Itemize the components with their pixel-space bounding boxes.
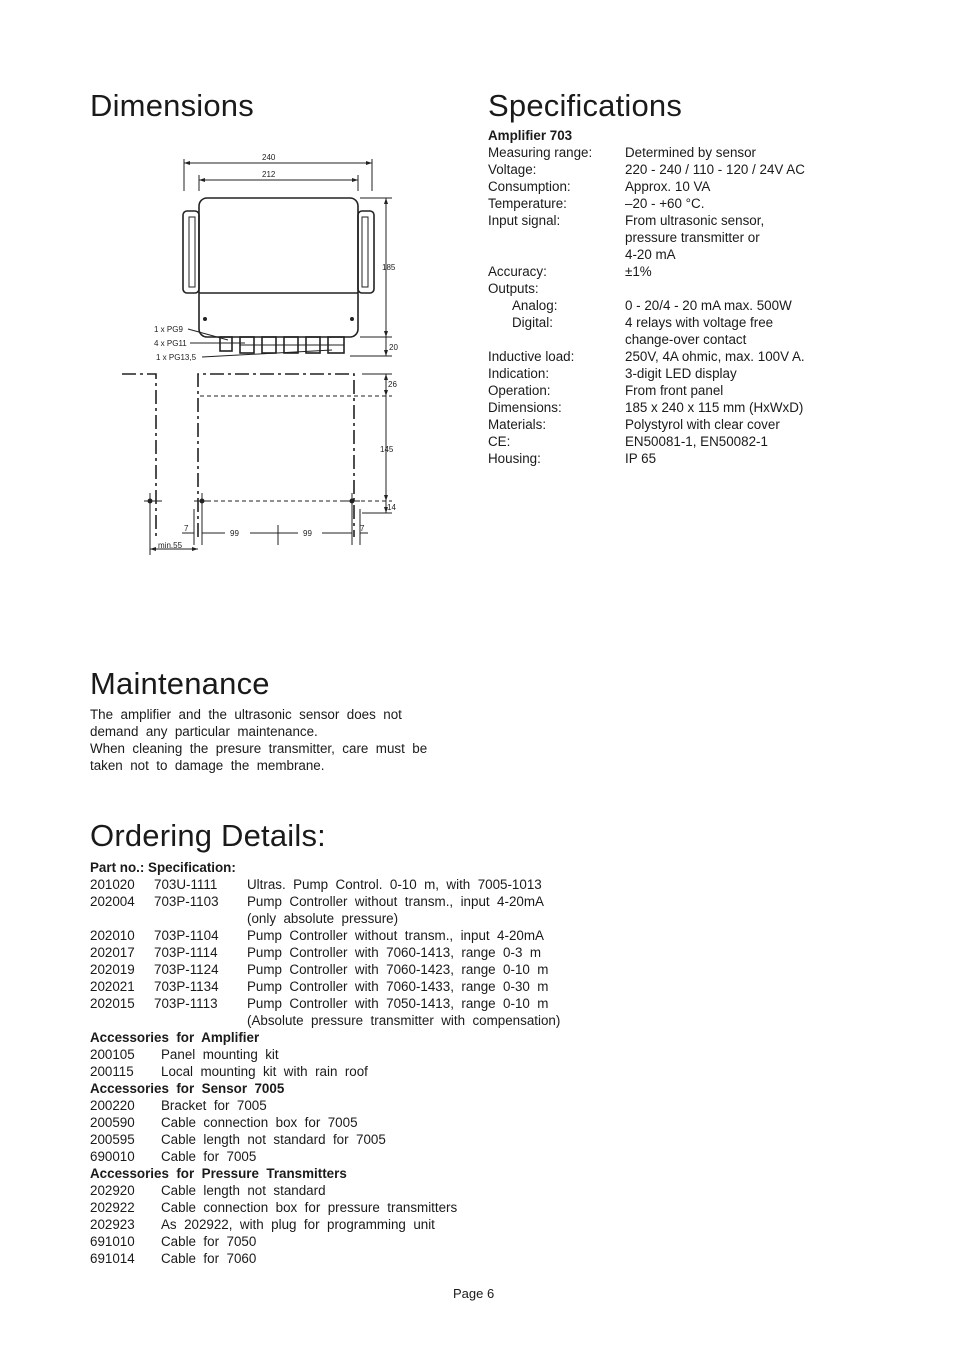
dim-20-label: 20 — [389, 343, 398, 352]
spec-label: Consumption: — [488, 179, 571, 194]
maintenance-line: The amplifier and the ultrasonic sensor does not — [90, 707, 402, 722]
spec-label: CE: — [488, 434, 511, 449]
part-row — [90, 893, 650, 910]
accessory-row — [90, 1148, 650, 1165]
page-number: Page 6 — [453, 1286, 495, 1301]
spec-label: Operation: — [488, 383, 551, 398]
part-row — [90, 927, 650, 944]
spec-row — [488, 229, 928, 246]
part-description: Pump Controller with 7050-1413, range 0-10 m — [247, 996, 549, 1011]
part-row — [90, 1012, 650, 1029]
accessory-description: Cable length not standard — [161, 1183, 326, 1198]
spec-label: Dimensions: — [488, 400, 562, 415]
dim-26-label: 26 — [388, 380, 397, 389]
spec-label: Outputs: — [488, 281, 539, 296]
spec-label: Materials: — [488, 417, 547, 432]
accessory-number: 691014 — [90, 1251, 135, 1266]
dim-99b-label: 99 — [303, 529, 312, 538]
accessory-description: Cable connection box for 7005 — [161, 1115, 358, 1130]
spec-value: pressure transmitter or — [625, 230, 760, 245]
accessory-row — [90, 1199, 650, 1216]
accessory-description: Panel mounting kit — [161, 1047, 279, 1062]
spec-value: From ultrasonic sensor, — [625, 213, 765, 228]
accessory-description: As 202922, with plug for programming unit — [161, 1217, 435, 1232]
part-code: 703P-1104 — [154, 928, 219, 943]
spec-row — [488, 416, 928, 433]
accessory-description: Cable for 7060 — [161, 1251, 257, 1266]
maintenance-line: When cleaning the presure transmitter, care must be — [90, 741, 428, 756]
maintenance-line: demand any particular maintenance. — [90, 724, 318, 739]
spec-row — [488, 263, 928, 280]
dim-7b-label: 7 — [360, 524, 365, 533]
accessory-row — [90, 1250, 650, 1267]
spec-value: 4-20 mA — [625, 247, 676, 262]
spec-value: 0 - 20/4 - 20 mA max. 500W — [625, 298, 792, 313]
spec-value: –20 - +60 °C. — [625, 196, 705, 211]
part-description: Pump Controller without transm., input 4-20mA — [247, 928, 544, 943]
spec-row — [488, 399, 928, 416]
spec-row — [488, 212, 928, 229]
spec-label: Digital: — [512, 315, 553, 330]
dim-240-label: 240 — [262, 153, 276, 162]
accessory-number: 202922 — [90, 1200, 135, 1215]
accessory-number: 200595 — [90, 1132, 135, 1147]
spec-row — [488, 161, 928, 178]
ordering-header: Part no.: Specification: — [90, 860, 236, 875]
accessory-number: 200590 — [90, 1115, 135, 1130]
part-description: (only absolute pressure) — [247, 911, 399, 926]
spec-row — [488, 195, 928, 212]
spec-row — [488, 331, 928, 348]
accessory-number: 200220 — [90, 1098, 135, 1113]
ordering-title: Ordering Details: — [90, 818, 326, 853]
min55-label: min.55 — [158, 541, 183, 550]
dim-145-label: 145 — [380, 445, 394, 454]
spec-label: Indication: — [488, 366, 550, 381]
accessory-description: Bracket for 7005 — [161, 1098, 267, 1113]
maintenance-line: taken not to damage the membrane. — [90, 758, 325, 773]
spec-value: EN50081-1, EN50082-1 — [625, 434, 768, 449]
accessory-description: Cable for 7005 — [161, 1149, 257, 1164]
spec-value: 3-digit LED display — [625, 366, 737, 381]
accessory-row — [90, 1216, 650, 1233]
spec-label: Inductive load: — [488, 349, 575, 364]
spec-value: ±1% — [625, 264, 652, 279]
accessory-description: Local mounting kit with rain roof — [161, 1064, 368, 1079]
part-row — [90, 944, 650, 961]
ordering-list — [90, 876, 650, 1276]
spec-list — [488, 144, 928, 474]
part-number: 202015 — [90, 996, 135, 1011]
maintenance-text — [90, 706, 470, 774]
accessory-description: Cable connection box for pressure transmitters — [161, 1200, 458, 1215]
part-description: Pump Controller with 7060-1423, range 0-10 m — [247, 962, 549, 977]
spec-label: Housing: — [488, 451, 541, 466]
part-row — [90, 995, 650, 1012]
dim-14-label: 14 — [387, 503, 396, 512]
spec-label: Temperature: — [488, 196, 567, 211]
part-description: Pump Controller without transm., input 4-20mA — [247, 894, 544, 909]
part-number: 202019 — [90, 962, 135, 977]
spec-value: IP 65 — [625, 451, 657, 466]
dim-212-label: 212 — [262, 170, 276, 179]
spec-row — [488, 144, 928, 161]
dim-185-label: 185 — [382, 263, 396, 272]
dim-7a-label: 7 — [184, 524, 189, 533]
spec-row — [488, 348, 928, 365]
spec-value: 185 x 240 x 115 mm (HxWxD) — [625, 400, 804, 415]
part-code: 703P-1113 — [154, 996, 218, 1011]
accessory-description: Cable for 7050 — [161, 1234, 257, 1249]
part-number: 202004 — [90, 894, 135, 909]
pg9-label: 1 x PG9 — [154, 325, 183, 334]
part-number: 202010 — [90, 928, 135, 943]
spec-value: 220 - 240 / 110 - 120 / 24V AC — [625, 162, 805, 177]
pg11-label: 4 x PG11 — [154, 339, 187, 348]
spec-row — [488, 297, 928, 314]
spec-label: Analog: — [512, 298, 558, 313]
part-code: 703P-1134 — [154, 979, 219, 994]
part-row — [90, 961, 650, 978]
spec-value: Polystyrol with clear cover — [625, 417, 780, 432]
part-code: 703P-1103 — [154, 894, 219, 909]
accessory-number: 691010 — [90, 1234, 135, 1249]
part-description: Pump Controller with 7060-1413, range 0-3 m — [247, 945, 541, 960]
part-row — [90, 876, 650, 893]
spec-value: Determined by sensor — [625, 145, 756, 160]
spec-row — [488, 365, 928, 382]
accessory-row — [90, 1114, 650, 1131]
accessory-group-heading: Accessories for Pressure Transmitters — [90, 1166, 347, 1181]
part-code: 703P-1114 — [154, 945, 218, 960]
spec-value: change-over contact — [625, 332, 747, 347]
accessory-group-heading: Accessories for Sensor 7005 — [90, 1081, 285, 1096]
part-row — [90, 978, 650, 995]
spec-label: Measuring range: — [488, 145, 593, 160]
accessory-number: 202923 — [90, 1217, 135, 1232]
pg135-label: 1 x PG13,5 — [156, 353, 197, 362]
accessory-row — [90, 1097, 650, 1114]
part-number: 202021 — [90, 979, 135, 994]
dimension-drawing — [110, 145, 420, 565]
accessory-row — [90, 1182, 650, 1199]
spec-label: Input signal: — [488, 213, 561, 228]
accessory-number: 202920 — [90, 1183, 135, 1198]
spec-value: From front panel — [625, 383, 724, 398]
spec-row — [488, 382, 928, 399]
accessory-number: 200105 — [90, 1047, 135, 1062]
spec-row — [488, 450, 928, 467]
part-number: 202017 — [90, 945, 135, 960]
spec-row — [488, 433, 928, 450]
dimensions-title: Dimensions — [90, 88, 254, 123]
spec-row — [488, 178, 928, 195]
spec-value: 250V, 4A ohmic, max. 100V A. — [625, 349, 805, 364]
part-description: Pump Controller with 7060-1433, range 0-30 m — [247, 979, 549, 994]
accessory-number: 690010 — [90, 1149, 135, 1164]
accessory-row — [90, 1131, 650, 1148]
specifications-title: Specifications — [488, 88, 683, 123]
part-description: Ultras. Pump Control. 0-10 m, with 7005-1013 — [247, 877, 542, 892]
spec-value: Approx. 10 VA — [625, 179, 711, 194]
accessory-number: 200115 — [90, 1064, 134, 1079]
accessory-group-heading: Accessories for Amplifier — [90, 1030, 260, 1045]
part-row — [90, 910, 650, 927]
spec-row — [488, 280, 928, 297]
part-code: 703U-1111 — [154, 877, 218, 892]
accessory-row — [90, 1233, 650, 1250]
maintenance-title: Maintenance — [90, 666, 270, 701]
accessory-row — [90, 1063, 650, 1080]
spec-label: Voltage: — [488, 162, 537, 177]
spec-row — [488, 246, 928, 263]
spec-value: 4 relays with voltage free — [625, 315, 774, 330]
part-code: 703P-1124 — [154, 962, 219, 977]
accessory-description: Cable length not standard for 7005 — [161, 1132, 386, 1147]
spec-subtitle: Amplifier 703 — [488, 128, 573, 143]
part-number: 201020 — [90, 877, 135, 892]
dim-99a-label: 99 — [230, 529, 239, 538]
accessory-row — [90, 1046, 650, 1063]
part-description: (Absolute pressure transmitter with compensation) — [247, 1013, 561, 1028]
spec-row — [488, 314, 928, 331]
spec-label: Accuracy: — [488, 264, 547, 279]
